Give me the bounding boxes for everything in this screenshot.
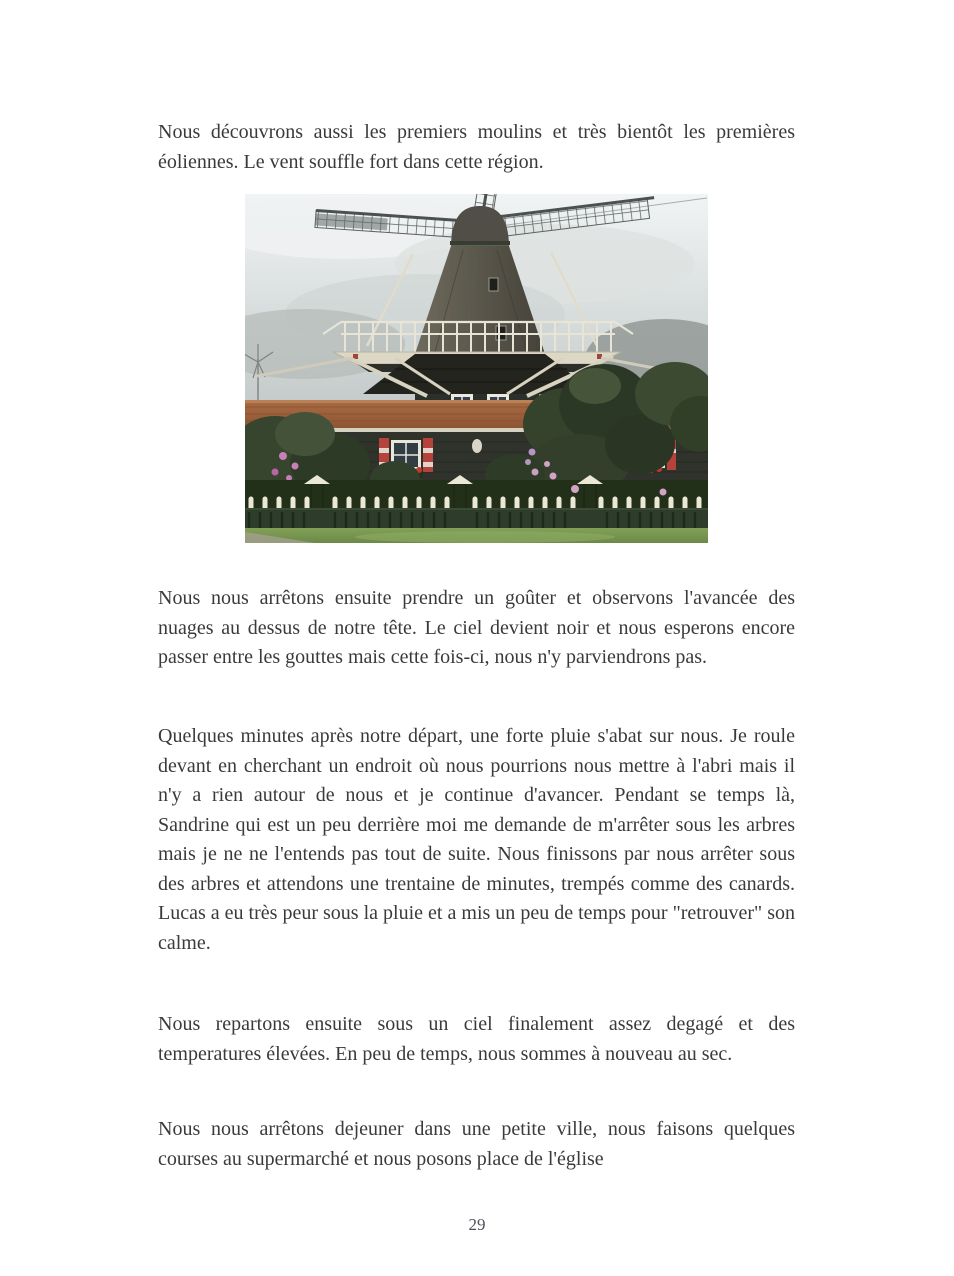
page-number: 29 [468,1215,486,1234]
paragraph-dejeuner: Nous nous arrêtons dejeuner dans une petite ville, nous faisons quelques courses au supermarché et nous posons place de l'église [158,1118,795,1170]
windmill-photo-illustration [245,194,708,543]
garden-fence [245,475,708,530]
paragraph-intro: Nous découvrons aussi les premiers moulins et très bientôt les premières éoliennes. Le vent souffle fort dans cette région. [158,121,795,173]
lawn [245,528,708,543]
paragraph-repartons: Nous repartons ensuite sous un ciel finalement assez degagé et des temperatures élevées. En peu de temps, nous sommes à nouveau au sec. [158,1013,795,1065]
paragraph-pluie: Quelques minutes après notre départ, une forte pluie s'abat sur nous. Je roule devant en cherchant un endroit où nous pourrions nous mettre à l'abri mais il n'y a rien autour de nous et je continue d'avancer. Pendant se temps là, Sandrine qui est un peu derrière moi me demande de m'arrêter sous les arbres mais je ne ne l'entends pas tout de suite. Nous finissons par nous arrêter sous des arbres et attendons une trentaine de minutes, trempés comme des canards. Lucas a eu très peur sous la pluie et a mis un peu de temps pour "retrouver" son calme. [158,725,795,954]
windmill-photo [245,194,708,543]
paragraph-gouter: Nous nous arrêtons ensuite prendre un goûter et observons l'avancée des nuages au dessus de notre tête. Le ciel devient noir et nous esperons encore passer entre les gouttes mais cette fois-ci, nous n'y parviendrons pas. [158,587,795,668]
